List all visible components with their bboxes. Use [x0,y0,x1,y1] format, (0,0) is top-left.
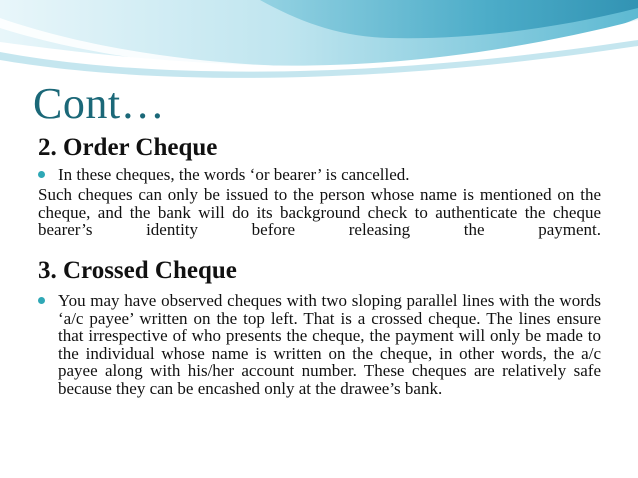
bullet-item-crossed-cheque [38,292,608,397]
bullet-item-order-cheque [38,166,608,183]
section-heading-crossed-cheque: 3. Crossed Cheque [38,257,237,284]
order-cheque-paragraph: Such cheques can only be issued to the person whose name is mentioned on the cheque, and the bank will do its background check to authenticate the cheque bearer’s identity before releasing the payment. [38,185,601,239]
section-heading-order-cheque: 2. Order Cheque [38,134,218,161]
bullet-icon [38,171,45,178]
slide-title: Cont… [33,79,166,128]
bullet-text: You may have observed cheques with two sloping parallel lines with the words ‘a/c payee’ written on the top left. That is a crossed cheque. The lines ensure that irrespective of who presents the cheque, the payment will only be made to the individual whose name is written on the cheque, in other words, the a/c payee along with his/her account number. These cheques are relatively safe because they can be encashed only at the drawee’s bank. [58,291,601,398]
header-wave-decoration [0,0,638,80]
bullet-icon [38,297,45,304]
bullet-text: In these cheques, the words ‘or bearer’ is cancelled. [58,165,410,184]
